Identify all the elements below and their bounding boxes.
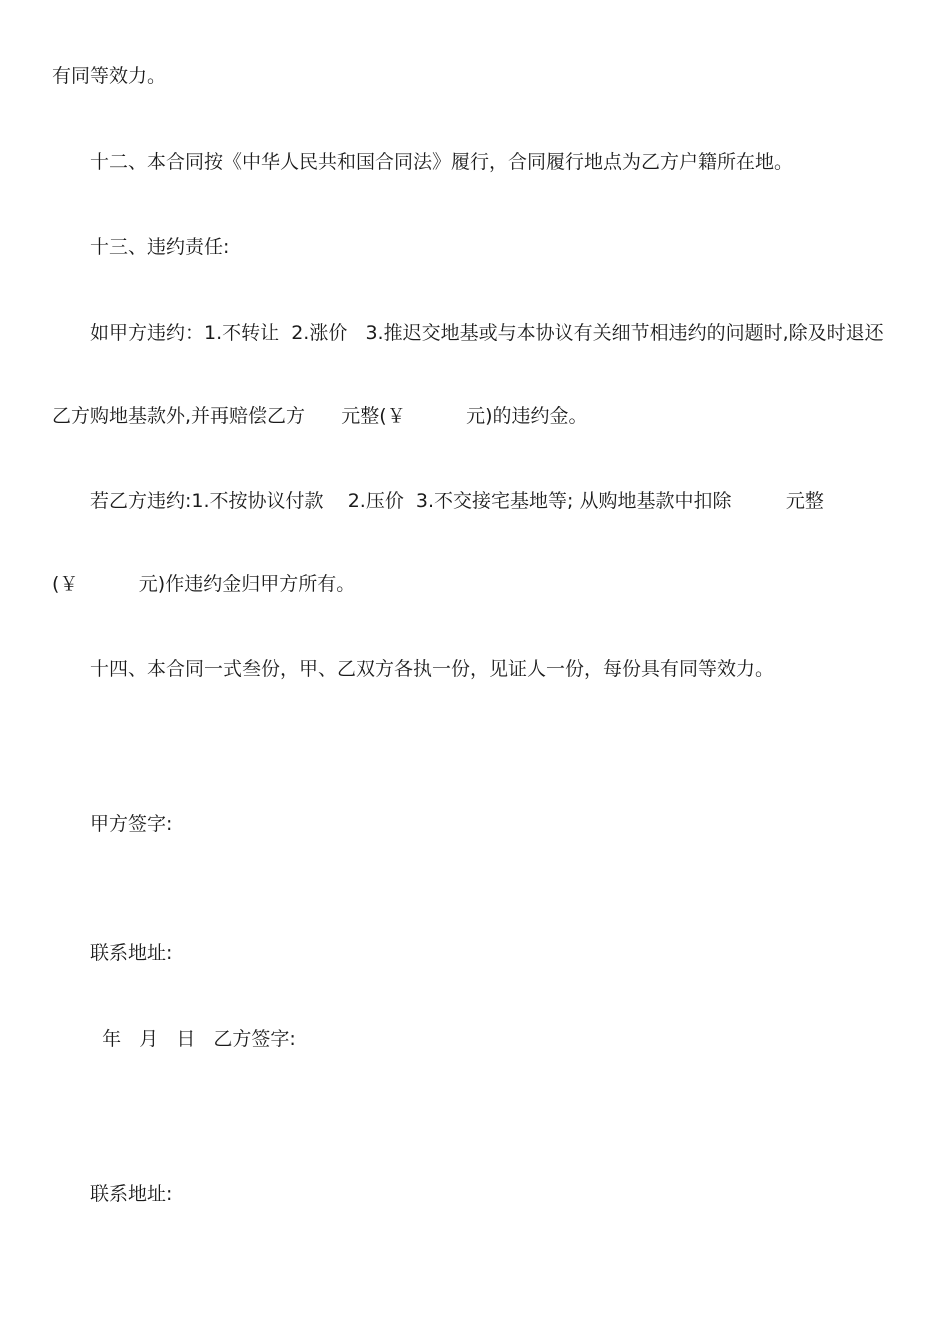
party-a-address-label: 联系地址: xyxy=(90,942,173,964)
clause-13-heading: 十三、违约责任: xyxy=(90,236,230,258)
party-b-breach-line-1: 若乙方违约:1.不按协议付款 2.压价 3.不交接宅基地等; 从购地基款中扣除 元整 xyxy=(90,490,824,512)
party-b-address-label: 联系地址: xyxy=(90,1183,173,1205)
party-a-signature-label: 甲方签字: xyxy=(90,813,173,835)
clause-12: 十二、本合同按《中华人民共和国合同法》履行，合同履行地点为乙方户籍所在地。 xyxy=(90,151,794,173)
party-a-breach-line-2: 乙方购地基款外,并再赔偿乙方 元整(￥ 元)的违约金。 xyxy=(52,405,588,427)
clause-14: 十四、本合同一式叁份，甲、乙双方各执一份，见证人一份，每份具有同等效力。 xyxy=(90,658,775,680)
party-b-breach-line-2: (￥ 元)作违约金归甲方所有。 xyxy=(52,573,356,595)
date-and-party-b-signature-label: 年 月 日 乙方签字: xyxy=(90,1028,296,1050)
paragraph-line-1: 有同等效力。 xyxy=(52,65,167,87)
party-a-breach-line-1: 如甲方违约：1.不转让 2.涨价 3.推迟交地基或与本协议有关细节相违约的问题时,除及时退还 xyxy=(90,322,884,344)
